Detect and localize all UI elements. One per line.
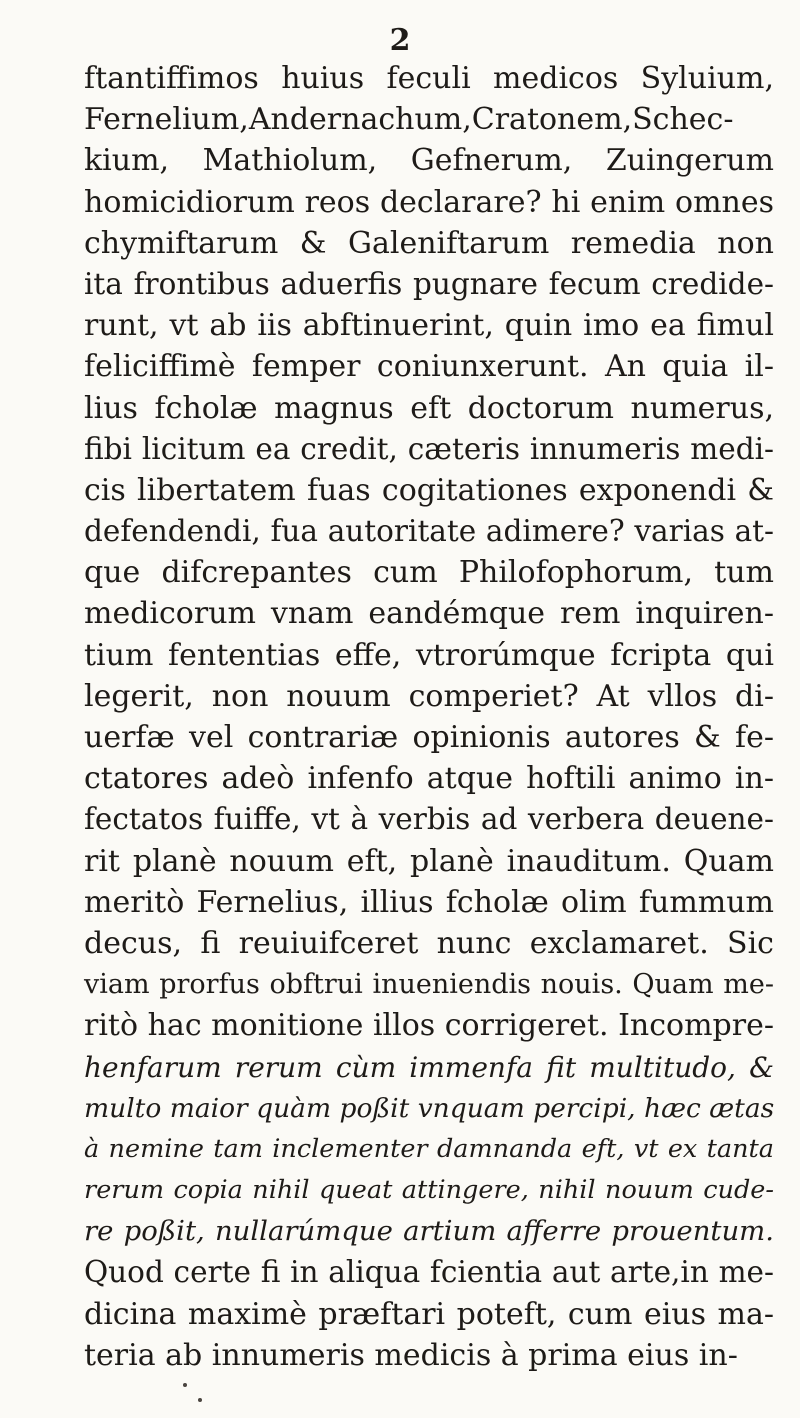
- paper-speck: [198, 1398, 202, 1402]
- page-number: 2: [389, 23, 411, 58]
- text-line: feliciffimè femper coniunxerunt. An quia il-: [84, 349, 774, 385]
- text-line: medicorum vnam eandémque rem inquiren-: [84, 596, 774, 632]
- text-line: henfarum rerum cùm immenfa fit multitudo, &: [84, 1050, 774, 1084]
- text-line: ita frontibus aduerfis pugnare fecum credide-: [84, 266, 774, 301]
- text-line: defendendi, fua autoritate adimere? varias at-: [84, 514, 774, 549]
- text-line: chymiftarum & Galeniftarum remedia non: [84, 225, 774, 261]
- text-line: Fernelium,Andernachum,Cratonem,Schec-: [84, 102, 734, 138]
- text-line: kium, Mathiolum, Gefnerum, Zuingerum: [84, 143, 774, 179]
- text-line: homicidiorum reos declarare? hi enim omnes: [84, 184, 774, 220]
- text-line: decus, fi reuiuifceret nunc exclamaret. Sic: [84, 925, 774, 961]
- text-line: runt, vt ab iis abftinuerint, quin imo ea fimul: [84, 308, 774, 344]
- text-line: legerit, non nouum comperiet? At vllos di-: [84, 678, 774, 714]
- text-line: ftantiffimos huius feculi medicos Syluium,: [84, 61, 774, 96]
- text-line: fectatos fuiffe, vt à verbis ad verbera deuene-: [84, 802, 774, 837]
- text-line: viam prorfus obftrui inueniendis nouis. Quam me-: [84, 969, 774, 1001]
- text-line: dicina maximè præftari poteft, cum eius ma-: [84, 1296, 774, 1332]
- paper-speck: [183, 1383, 187, 1387]
- text-line: teria ab innumeris medicis à prima eius in-: [84, 1337, 738, 1373]
- text-line: rerum copia nihil queat attingere, nihil nouum cude-: [84, 1175, 774, 1206]
- text-line: uerfæ vel contrariæ opinionis autores & fe-: [84, 720, 774, 755]
- text-line: Quod certe fi in aliqua fcientia aut arte,in me-: [84, 1255, 774, 1290]
- text-line: lius fcholæ magnus eft doctorum numerus,: [84, 390, 774, 426]
- text-line: re poßit, nullarúmque artium afferre prouentum.: [84, 1215, 774, 1248]
- text-line: ritò hac monitione illos corrigeret. Incompre-: [84, 1008, 774, 1044]
- text-line: à nemine tam inclementer damnanda eft, vt ex tanta: [84, 1133, 774, 1164]
- text-line: que difcrepantes cum Philofophorum, tum: [84, 555, 774, 591]
- body-text: [84, 58, 774, 1376]
- text-line: rit planè nouum eft, planè inauditum. Quam: [84, 843, 774, 879]
- text-line: fibi licitum ea credit, cæteris innumeris medi-: [84, 431, 774, 466]
- text-line: meritò Fernelius, illius fcholæ olim fummum: [84, 884, 774, 920]
- text-line: cis libertatem fuas cogitationes exponendi &: [84, 472, 774, 508]
- text-line: multo maior quàm poßit vnquam percipi, hæc ætas: [84, 1092, 775, 1124]
- text-line: tium fententias effe, vtrorúmque fcripta qui: [84, 637, 774, 673]
- text-line: ctatores adeò infenfo atque hoftili animo in-: [84, 761, 774, 797]
